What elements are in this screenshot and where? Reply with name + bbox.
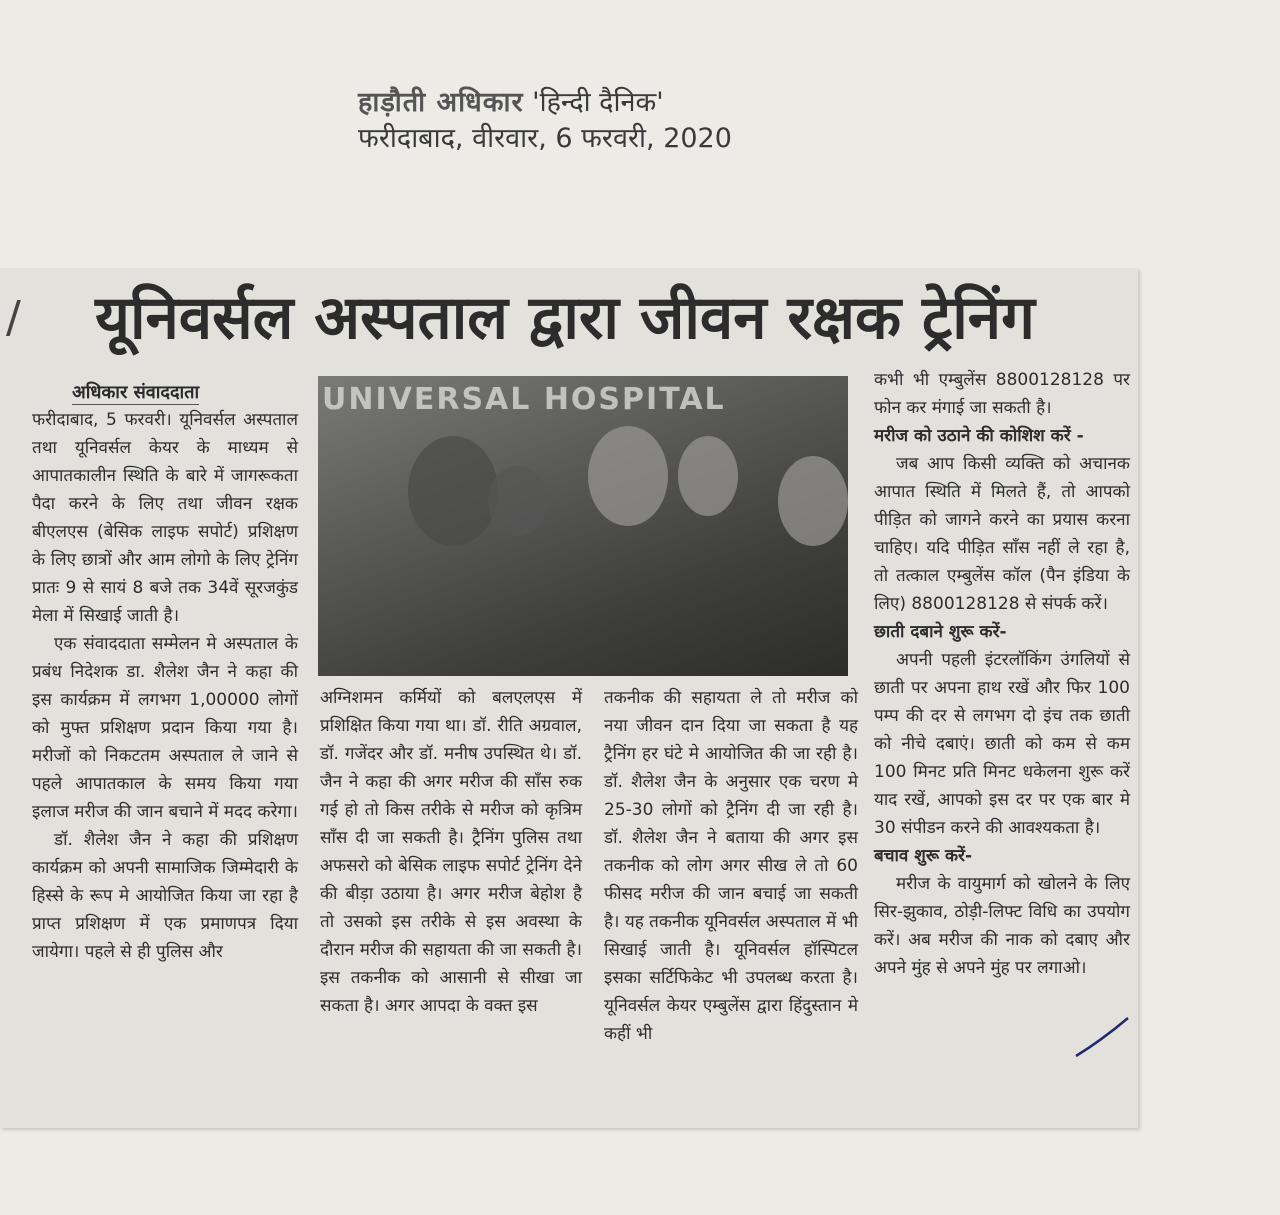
subheading: मरीज को उठाने की कोशिश करें - [874, 426, 1084, 446]
article-column-3 [604, 684, 858, 1048]
news-photo [318, 376, 848, 676]
subheading: छाती दबाने शुरू करें- [874, 622, 1007, 642]
paragraph: एक संवाददाता सम्मेलन मे अस्पताल के प्रबंध निदेशक डा. शैलेश जैन ने कहा की इस कार्यक्रम में लगभग 1,00000 लोगों को मुफ्त प्रशिक्षण प्रदान किया गया है। मरीजों को निकटतम अस्पताल ले जाने से पहले आपातकाल के समय किया गया इलाज मरीज की जान बचाने में मदद करेगा। [32, 634, 298, 822]
dateline: फरीदाबाद, वीरवार, 6 फरवरी, 2020 [358, 123, 732, 154]
paragraph: अपनी पहली इंटरलॉकिंग उंगलियों से छाती पर अपना हाथ रखें और फिर 100 पम्प की दर से लगभग दो इंच तक छाती को नीचे दबाएं। छाती को कम से कम 100 मिनट प्रति मिनट धकेलना शुरू करें याद रखें, आपको इस दर पर एक बार मे 30 संपीडन करने की आवश्यकता है। [874, 650, 1130, 838]
paragraph: डॉ. शैलेश जैन ने कहा की प्रशिक्षण कार्यक्रम को अपनी सामाजिक जिम्मेदारी के हिस्से के रूप मे आयोजित किया जा रहा है प्राप्त प्रशिक्षण में एक प्रमाणपत्र दिया जायेगा। पहले से ही पुलिस और [32, 830, 298, 962]
paragraph: जब आप किसी व्यक्ति को अचानक आपात स्थिति में मिलते हैं, तो आपको पीड़ित को जागने करने का प्रयास करना चाहिए। यदि पीड़ित साँस नहीं ले रहा है, तो तत्काल एम्बुलेंस कॉल (पैन इंडिया के लिए) 8800128128 से संपर्क करें। [874, 454, 1130, 614]
masthead-line [358, 86, 798, 120]
headline: यूनिवर्सल अस्पताल द्वारा जीवन रक्षक ट्रेनिंग [95, 283, 1035, 353]
photo-banner-text: UNIVERSAL HOSPITAL [322, 382, 726, 417]
person-figure [588, 426, 668, 526]
person-figure [778, 456, 848, 546]
person-figure [408, 436, 498, 546]
paragraph: मरीज के वायुमार्ग को खोलने के लिए सिर-झुकाव, ठोड़ी-लिफ्ट विधि का उपयोग करें। अब मरीज की नाक को दबाए और अपने मुंह से अपने मुंह पर लगाओ। [874, 874, 1130, 978]
pen-mark-icon [1072, 1012, 1132, 1062]
subheading: बचाव शुरू करें- [874, 846, 973, 866]
article-column-4 [874, 366, 1130, 982]
masthead [358, 86, 798, 158]
paragraph: फरीदाबाद, 5 फरवरी। यूनिवर्सल अस्पताल तथा यूनिवर्सल केयर के माध्यम से आपातकालीन स्थिति के बारे में जागरूकता पैदा करने के लिए तथा जीवन रक्षक बीएलएस (बेसिक लाइफ सपोर्ट) प्रशिक्षण के लिए छात्रों और आम लोगो के लिए ट्रेनिंग प्रातः 9 से सायं 8 बजे तक 34वें सूरजकुंड मेला में सिखाई जाती है। [32, 410, 298, 626]
paper-type: 'हिन्दी दैनिक' [532, 87, 664, 118]
slash-mark-icon: / [6, 292, 21, 343]
paragraph: कभी भी एम्बुलेंस 8800128128 पर फोन कर मंगाई जा सकती है। [874, 370, 1130, 418]
person-figure [488, 466, 548, 536]
article-column-1 [32, 406, 298, 966]
paragraph: अग्निशमन कर्मियों को बलएलएस में प्रशिक्षित किया गया था। डॉ. रीति अग्रवाल, डॉ. गजेंदर और डॉ. मनीष उपस्थित थे। डॉ. जैन ने कहा की अगर मरीज की साँस रुक गई हो तो किस तरीके से मरीज को कृत्रिम साँस दी जा सकती है। ट्रैनिंग पुलिस तथा अफसरो को बेसिक लाइफ सपोर्ट ट्रेनिंग देने की बीड़ा उठाया है। अगर मरीज बेहोश है तो उसको इस तरीके से इस अवस्था के दौरान मरीज की सहायता की जा सकती है। इस तकनीक को आसानी से सीखा जा सकता है। अगर आपदा के वक्त इस [320, 688, 582, 1016]
paper-name: हाड़ौती अधिकार [358, 87, 524, 118]
paragraph: तकनीक की सहायता ले तो मरीज को नया जीवन दान दिया जा सकता है यह ट्रैनिंग हर घंटे मे आयोजित की जा रही है। डॉ. शैलेश जैन के अनुसार एक चरण मे 25-30 लोगों को ट्रैनिंग दी जा रही है। डॉ. शैलेश जैन ने बताया की अगर इस तकनीक को लोग अगर सीख ले तो 60 फीसद मरीज की जान बचाई जा सकती है। यह तकनीक यूनिवर्सल अस्पताल में भी सिखाई जाती है। यूनिवर्सल हॉस्पिटल इसका सर्टिफिकेट भी उपलब्ध करता है। यूनिवर्सल केयर एम्बुलेंस द्वारा हिंदुस्तान मे कहीं भी [604, 688, 858, 1044]
article-column-2 [320, 684, 582, 1020]
person-figure [678, 436, 738, 516]
byline: अधिकार संवाददाता [72, 382, 200, 403]
